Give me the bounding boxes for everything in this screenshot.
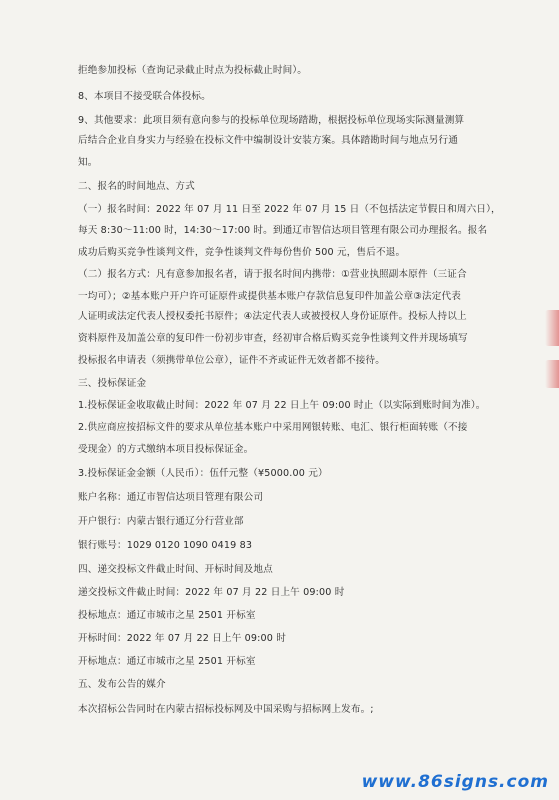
account-name: 账户名称：通辽市智信达项目管理有限公司	[78, 492, 264, 503]
text-line-26: 开标时间：2022 年 07 月 22 日上午 09:00 时	[78, 633, 287, 644]
text-line-27: 开标地点：通辽市城市之星 2501 开标室	[78, 656, 256, 667]
section-heading-2: 二、报名的时间地点、方式	[78, 181, 195, 192]
text-line-9: 成功后购买竞争性谈判文件，竞争性谈判文件每份售价 500 元，售后不退。	[78, 247, 406, 258]
watermark-text: www.86signs.com	[361, 772, 549, 792]
text-line-18: 受现金）的方式缴纳本项目投标保证金。	[78, 444, 254, 455]
text-line-11: 一均可）；②基本账户开户许可证原件或提供基本账户存款信息复印件加盖公章③法定代表	[78, 291, 461, 302]
text-line-2: 8、本项目不接受联合体投标。	[78, 91, 211, 102]
text-line-14: 投标报名申请表（须携带单位公章），证件不齐或证件无效者都不接待。	[78, 355, 385, 366]
seal-stamp-fragment-2	[545, 360, 559, 388]
bank-name: 开户银行：内蒙古银行通辽分行营业部	[78, 516, 244, 527]
text-line-25: 投标地点：通辽市城市之星 2501 开标室	[78, 610, 256, 621]
text-line-5: 知。	[78, 157, 98, 168]
text-line-12: 人证明或法定代表人授权委托书原件；④法定代表人或被授权人身份证原件。投标人持以上	[78, 311, 467, 322]
text-line-16: 1.投标保证金收取截止时间：2022 年 07 月 22 日上午 09:00 时止（以实际到账时间为准）。	[78, 400, 486, 411]
text-line-29: 本次招标公告同时在内蒙古招标投标网及中国采购与招标网上发布。;	[78, 704, 374, 715]
text-line-7: （一）报名时间：2022 年 07 月 11 日至 2022 年 07 月 15 日（不包括法定节假日和周六日），	[78, 204, 501, 215]
section-heading-5: 五、发布公告的媒介	[78, 679, 166, 690]
text-line-4: 后结合企业自身实力与经验在投标文件中编制设计安装方案。具体踏勘时间与地点另行通	[78, 135, 459, 146]
text-line-10: （二）报名方式：凡有意参加报名者，请于报名时间内携带：①营业执照副本原件（三证合	[78, 269, 467, 280]
text-line-1: 拒绝参加投标（查询记录截止时点为投标截止时间）。	[78, 65, 308, 76]
text-line-3: 9、其他要求：此项目须有意向参与的投标单位现场踏勘，根据投标单位现场实际测量测算	[78, 115, 465, 126]
text-line-13: 资料原件及加盖公章的复印件一份初步审查，经初审合格后购买竞争性谈判文件并现场填写	[78, 333, 468, 344]
section-heading-3: 三、投标保证金	[78, 378, 147, 389]
seal-stamp-fragment-1	[545, 310, 559, 346]
text-line-19: 3.投标保证金金额（人民币）：伍仟元整（¥5000.00 元）	[78, 468, 328, 479]
bank-account: 银行账号：1029 0120 1090 0419 83	[78, 540, 253, 551]
text-line-8: 每天 8:30～11:00 时，14:30～17:00 时。到通辽市智信达项目管理有限公司办理报名。报名	[78, 225, 488, 236]
text-line-17: 2.供应商应按招标文件的要求从单位基本账户中采用网银转账、电汇、银行柜面转账（不接	[78, 422, 468, 433]
text-line-24: 递交投标文件截止时间：2022 年 07 月 22 日上午 09:00 时	[78, 587, 345, 598]
section-heading-4: 四、递交投标文件截止时间、开标时间及地点	[78, 564, 273, 575]
